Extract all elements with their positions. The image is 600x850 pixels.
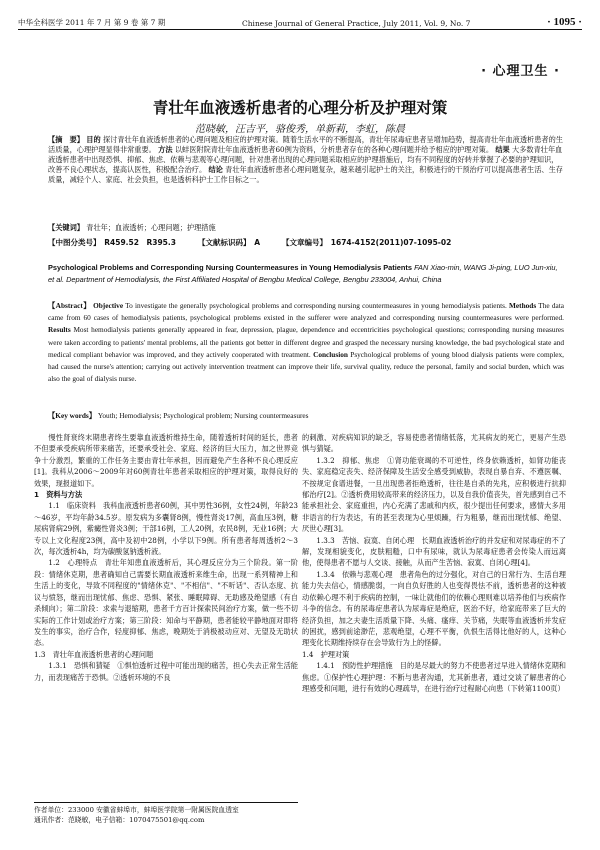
continued-paragraph: 的刺激、对疾病知识的缺乏，容易使患者情绪低落，尤其病友的死亡，更易产生恐惧与猜疑。 <box>302 433 566 454</box>
results-en-text: Most hemodialysis patients generally appeared in fear, depression, plague, dependence and eccentricities psychological questions; corresponding nursing measures were taken according to patients' mental problems, all the patients got better in different degree and grasped the necessary nursing knowledge, the bad psychological state and medical compliant behavior was improved, and they actively cooperated with treatment. <box>48 325 564 359</box>
footnote <box>34 802 298 825</box>
keywords-cn <box>48 223 564 233</box>
abstract-en-label: 【Abstract】 <box>48 301 91 310</box>
methods-en-text: The data came from 60 cases of hemodialysis patients, psychological problems existed in the sufferer were analyzed and corresponding nursing countermeasures were performed. <box>48 301 564 323</box>
running-header <box>18 10 582 28</box>
intro-paragraph: 慢性肾衰终末期患者终生要靠血液透析维持生命，随着透析时间的延长，患者不但要承受疾病所带来痛苦，还要承受社会、家庭、经济的巨大压力，加之世界竞争十分激烈，繁重的工作任务主要由青壮年承担，因而避免产生各种不良心理反应[1]。我科从2006～2009年对60例青壮年患者采取相应的护理对策，取得良好的效果，现报道如下。 <box>34 433 298 488</box>
method-label: 方法 <box>158 145 173 154</box>
subsection-heading: 1.3 青壮年血液透析患者的心理问题 <box>34 649 154 659</box>
objective-en-label: Objective <box>93 301 124 310</box>
conclusion-en-text: Psychological problems of young blood dialysis patients were complex, had caused the nurse's attention; carrying out actively intervention treatment can improve their life, survival quality, reduce the personal, family and social burden, which was also the goal of dialysis nurse. <box>48 349 565 384</box>
body-left-column <box>34 432 298 683</box>
section-label: · 心理卫生 · <box>481 64 560 79</box>
author-affiliation-note: 作者单位：233000 安徽省蚌埠市，蚌埠医学院第一附属医院血透室 <box>34 806 239 814</box>
nursing-heading: 1.4 护理对策 <box>302 649 350 659</box>
article-title: 青壮年血液透析患者的心理分析及护理对策 <box>152 99 448 117</box>
keywords-en-label: 【Key words】 <box>48 411 97 420</box>
classification-meta <box>48 237 564 248</box>
corresponding-author-note: 通讯作者：范晓敏，电子信箱：1070475501@qq.com <box>34 816 205 824</box>
body-right-column <box>302 432 566 694</box>
header-rule <box>18 29 582 30</box>
section-heading: 1 资料与方法 <box>34 490 83 500</box>
journal-header-cn: 中华全科医学 2011 年 7 月 第 9 卷 第 7 期 <box>18 18 166 27</box>
objective-en-text: To investigate the generally psychological problems and corresponding nursing countermeasures in young hemodialysis patients. <box>125 301 507 310</box>
article-number: 【文章编号】 1674-4152(2011)07-1095-02 <box>282 238 452 247</box>
objective-text: 探讨青壮年血液透析患者的心理问题及相应的护理对策。随着生活水平的不断提高，青壮年尿毒症患者呈增加趋势，提高青壮年血液透析患者的生活质量，心理护理显得非常重要。 <box>48 135 563 154</box>
conclusion-en-label: Conclusion <box>313 349 348 359</box>
keywords-en-text: Youth; Hemodialysis; Psychological problem; Nursing countermeasures <box>97 411 309 420</box>
keywords-en <box>48 411 564 421</box>
page-number: · 1095 · <box>547 16 582 28</box>
objective-label: 目的 <box>86 135 101 144</box>
methods-en-label: Methods <box>509 301 537 310</box>
result-label: 结果 <box>495 145 510 154</box>
dependence-paragraph: 1.3.4 依赖与悲观心理 患者角色的过分强化，对自己的日常行为、生活自理能力失去信心，情感脆弱，一向自负好胜的人也变得畏怯不前，透析患者的这种被动依赖心理不利于疾病的控制，一味让就他们的依赖心理则难以培养他们与疾病作斗争的信念。有的尿毒症患者认为尿毒症是绝症，医治不好，给家庭带来了巨大的经济负担，加之夫妻生活质量下降、头痛、瘙痒、关节痛，失眠等血液透析并发症的困扰，感到前途渺茫，悲观绝望，心理不平衡，仇恨生活得比他好的人，这种心理变化长期维持续存在会导致行为上的怪僻。 <box>302 569 566 648</box>
journal-header-en: Chinese Journal of General Practice, July 2011, Vol. 9, No. 7 <box>241 19 471 28</box>
author-list: 范晓敏，汪吉平，骆俊秀，单新莉，李虹，陈晨 <box>195 124 405 135</box>
document-code: 【文献标识码】 A <box>197 238 261 247</box>
abstract-en <box>48 300 564 385</box>
results-en-label: Results <box>48 325 71 335</box>
english-affiliation: Department of Hemodialysis, the First Affiliated Hospital of Bengbu Medical College, Bengbu 233004, Anhui, China <box>66 275 442 284</box>
conclusion-label: 结论 <box>208 165 223 174</box>
fear-paragraph: 1.3.1 恐惧和猜疑 ①惧怕透析过程中可能出现的痛苦，担心失去正常生活能力，而表现痛苦于恐惧。②透析环境的不良 <box>34 661 298 682</box>
english-authors: FAN Xiao-min, WANG Ji-ping, LUO Jun-xiu, et al. <box>48 263 558 284</box>
preventive-nursing-paragraph: 1.4.1 预防性护理措施 目的是尽最大的努力不使患者过早进入情绪休克期和焦虑。①保护性心理护理：不断与患者沟通，尤其新患者，通过交谈了解患者的心理感受和问题，进行有效的心理疏导，在进行治疗过程耐心向患（下转第1100页） <box>302 661 566 693</box>
keywords-text: 青壮年；血液透析；心理问题；护理措施 <box>86 223 216 232</box>
conclusion-text: 青壮年血液透析患者心理问题复杂，越来越引起护士的关注，积极进行的干预治疗可以提高患者生活、生存质量，减轻个人、家庭、社会负担，也是透析科护士工作目标之一。 <box>48 165 563 184</box>
depression-paragraph: 1.3.2 抑郁、焦虑 ①肾功能衰竭的不可逆性，终身依赖透析，如肾功能丧失、家庭稳定丧失、经济保障及生活安全感受到威胁，表现自暴自弃、不遵医嘱、不按规定食谱进餐，一旦出现患者拒绝透析，往往是自杀的先兆，应积极进行抗抑郁治疗[2]。②透析费用较高带来的经济压力，以及自我价值丧失，首先感到自己不能承担社会、家庭重担，内心充满了悲戚和内疚，很少提出任何要求，感情大多用非语言的行为表达，有的甚至表现为心里烦躁，行为粗暴，继而出现忧郁、绝望、厌世心理[3]。 <box>302 455 566 534</box>
abstract-cn <box>48 135 564 185</box>
method-text: 以蚌医附院青壮年血液透析患者60例为资料，分析患者存在的各种心理问题并给予相应的护理对策。 <box>174 145 494 154</box>
english-title: Psychological Problems and Corresponding Nursing Countermeasures in Young Hemodialysis Patients <box>48 263 412 272</box>
abstract-label: 【摘 要】 <box>48 135 84 144</box>
clinical-data-paragraph: 1.1 临床资料 我科血液透析患者60例，其中男性36例，女性24例，年龄23～46岁，平均年龄34.5岁。原发病为多囊肾8例，慢性肾炎17例，高血压3例，糖尿病肾病29例，紫癜性肾炎3例；干部16例，工人20例，农民8例，无业16例；大专以上文化程度23例，高中及初中28例，小学以下9例。所有患者每周透析2～3次，每次透析4h，均为碳酸氢钠透析液。 <box>34 501 298 557</box>
loneliness-paragraph: 1.3.3 苦恼、寂寞、自闭心理 长期血液透析治疗的并发症和对尿毒症的不了解，发现相貌变化，皮肤粗糙，口中有尿味，就认为尿毒症患者会传染人而远离他，使得患者不愿与人交谈、接触，从而产生苦恼、寂寞、自闭心理[4]。 <box>302 535 566 568</box>
result-text: 大多数青壮年血液透析患者中出现恐惧、抑郁、焦虑、依赖与悲观等心理问题，针对患者出现的心理问题采取相应的护理措施后，均有不同程度的好转并掌握了必要的护理知识，改善不良心理状态，提高认医性，积极配合治疗。 <box>48 145 563 174</box>
keywords-label: 【关键词】 <box>48 223 84 232</box>
clc-number: 【中图分类号】 R459.52 R395.3 <box>48 238 176 247</box>
psych-features-paragraph: 1.2 心理特点 青壮年知患血液透析后，其心理反应分为三个阶段。第一阶段：情绪休克期，患者确知自己需要长期血液透析来维生命，出现一系列精神上和生活上的变化，导致不同程度的"情绪休克"、"不相信"、"不听话"、否认态度、抗议与愤怒，继而出现忧郁、焦虑、恐惧、紧张、睡眠障碍、无助感及绝望感（有自杀倾向）；第二阶段：求索与退缩期，患者千方百计探索民间治疗方案，做一些不切实际的工作计划或治疗方案；第三阶段：知命与平静期，患者能较平静地面对即将发生的事实，治疗合作，轻度抑郁、焦虑，晚期处于消极被动应对、无望及无助状态。 <box>34 558 298 648</box>
english-title-block <box>48 262 564 286</box>
